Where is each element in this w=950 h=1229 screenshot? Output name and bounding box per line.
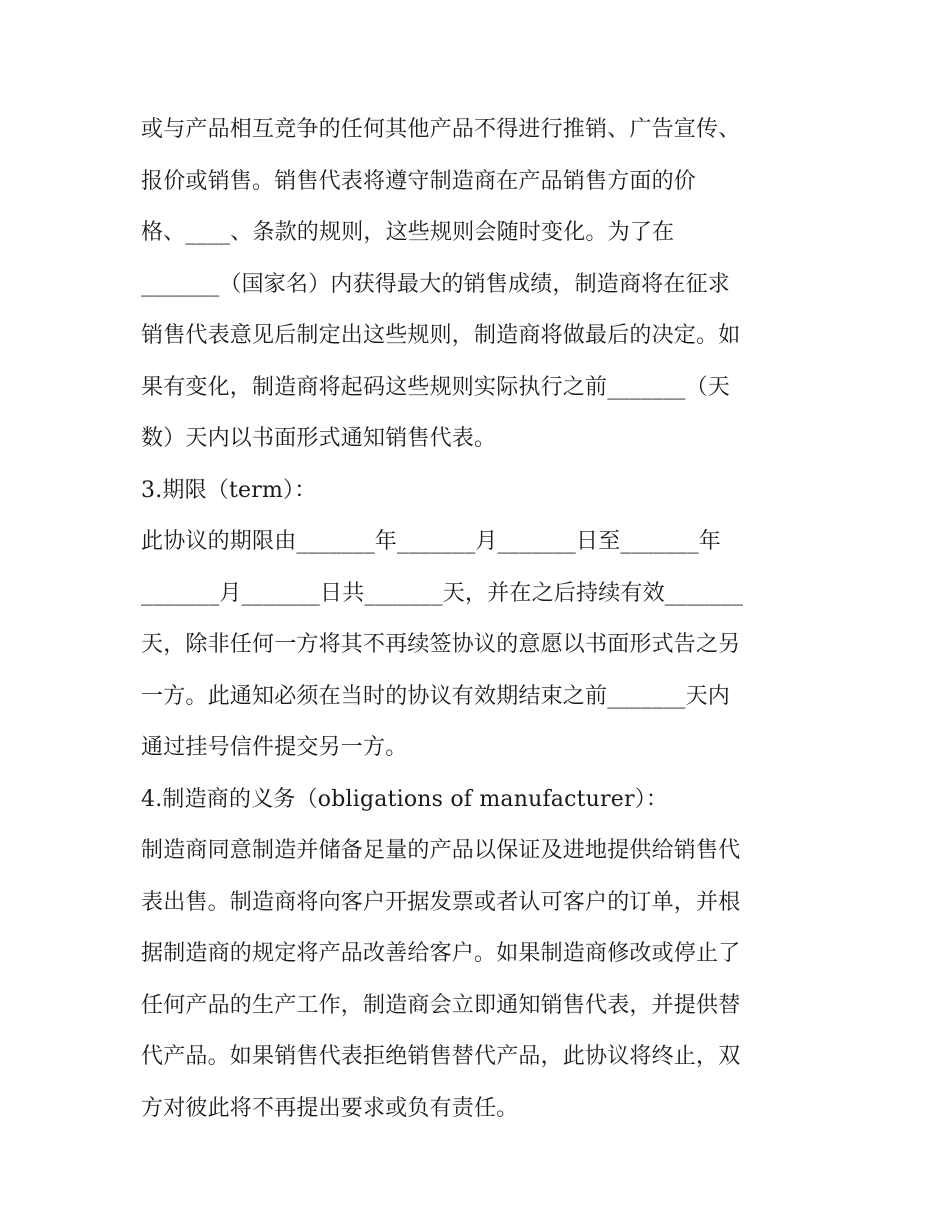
text-line: 天，除非任何一方将其不再续签协议的意愿以书面形式告之另 — [141, 632, 741, 657]
document-body — [141, 104, 821, 1134]
text-line: 报价或销售。销售代表将遵守制造商在产品销售方面的价 — [141, 168, 697, 194]
text-line: 据制造商的规定将产品改善给客户。如果制造商修改或停止了 — [141, 941, 741, 966]
text-line: 任何产品的生产工作，制造商会立即通知销售代表，并提供替 — [141, 992, 741, 1018]
text-line: 一方。此通知必须在当时的协议有效期结束之前_______天内 — [141, 683, 731, 709]
text-line: 格、____、条款的规则，这些规则会随时变化。为了在 — [141, 220, 675, 245]
section-heading-term: 3.期限（term）： — [141, 477, 317, 503]
text-line: 数）天内以书面形式通知销售代表。 — [141, 426, 497, 451]
text-line: _______月_______日共_______天，并在之后持续有效_______ — [141, 580, 744, 606]
text-line: 表出售。制造商将向客户开据发票或者认可客户的订单，并根 — [141, 889, 741, 915]
text-line: 或与产品相互竞争的任何其他产品不得进行推销、广告宣传、 — [141, 117, 741, 142]
text-line: _______（国家名）内获得最大的销售成绩，制造商将在征求 — [141, 271, 731, 297]
text-line: 制造商同意制造并储备足量的产品以保证及进地提供给销售代 — [141, 838, 741, 863]
text-line: 此协议的期限由_______年_______月_______日至_______年 — [141, 529, 722, 554]
text-line: 果有变化，制造商将起码这些规则实际执行之前_______（天 — [141, 374, 731, 400]
text-line: 通过挂号信件提交另一方。 — [141, 735, 408, 760]
text-line: 代产品。如果销售代表拒绝销售替代产品，此协议将终止，双 — [141, 1044, 741, 1069]
section-heading-manufacturer-obligations: 4.制造商的义务（obligations of manufacturer）： — [141, 786, 669, 812]
text-line: 方对彼此将不再提出要求或负有责任。 — [141, 1095, 519, 1121]
text-line: 销售代表意见后制定出这些规则，制造商将做最后的决定。如 — [141, 323, 741, 348]
